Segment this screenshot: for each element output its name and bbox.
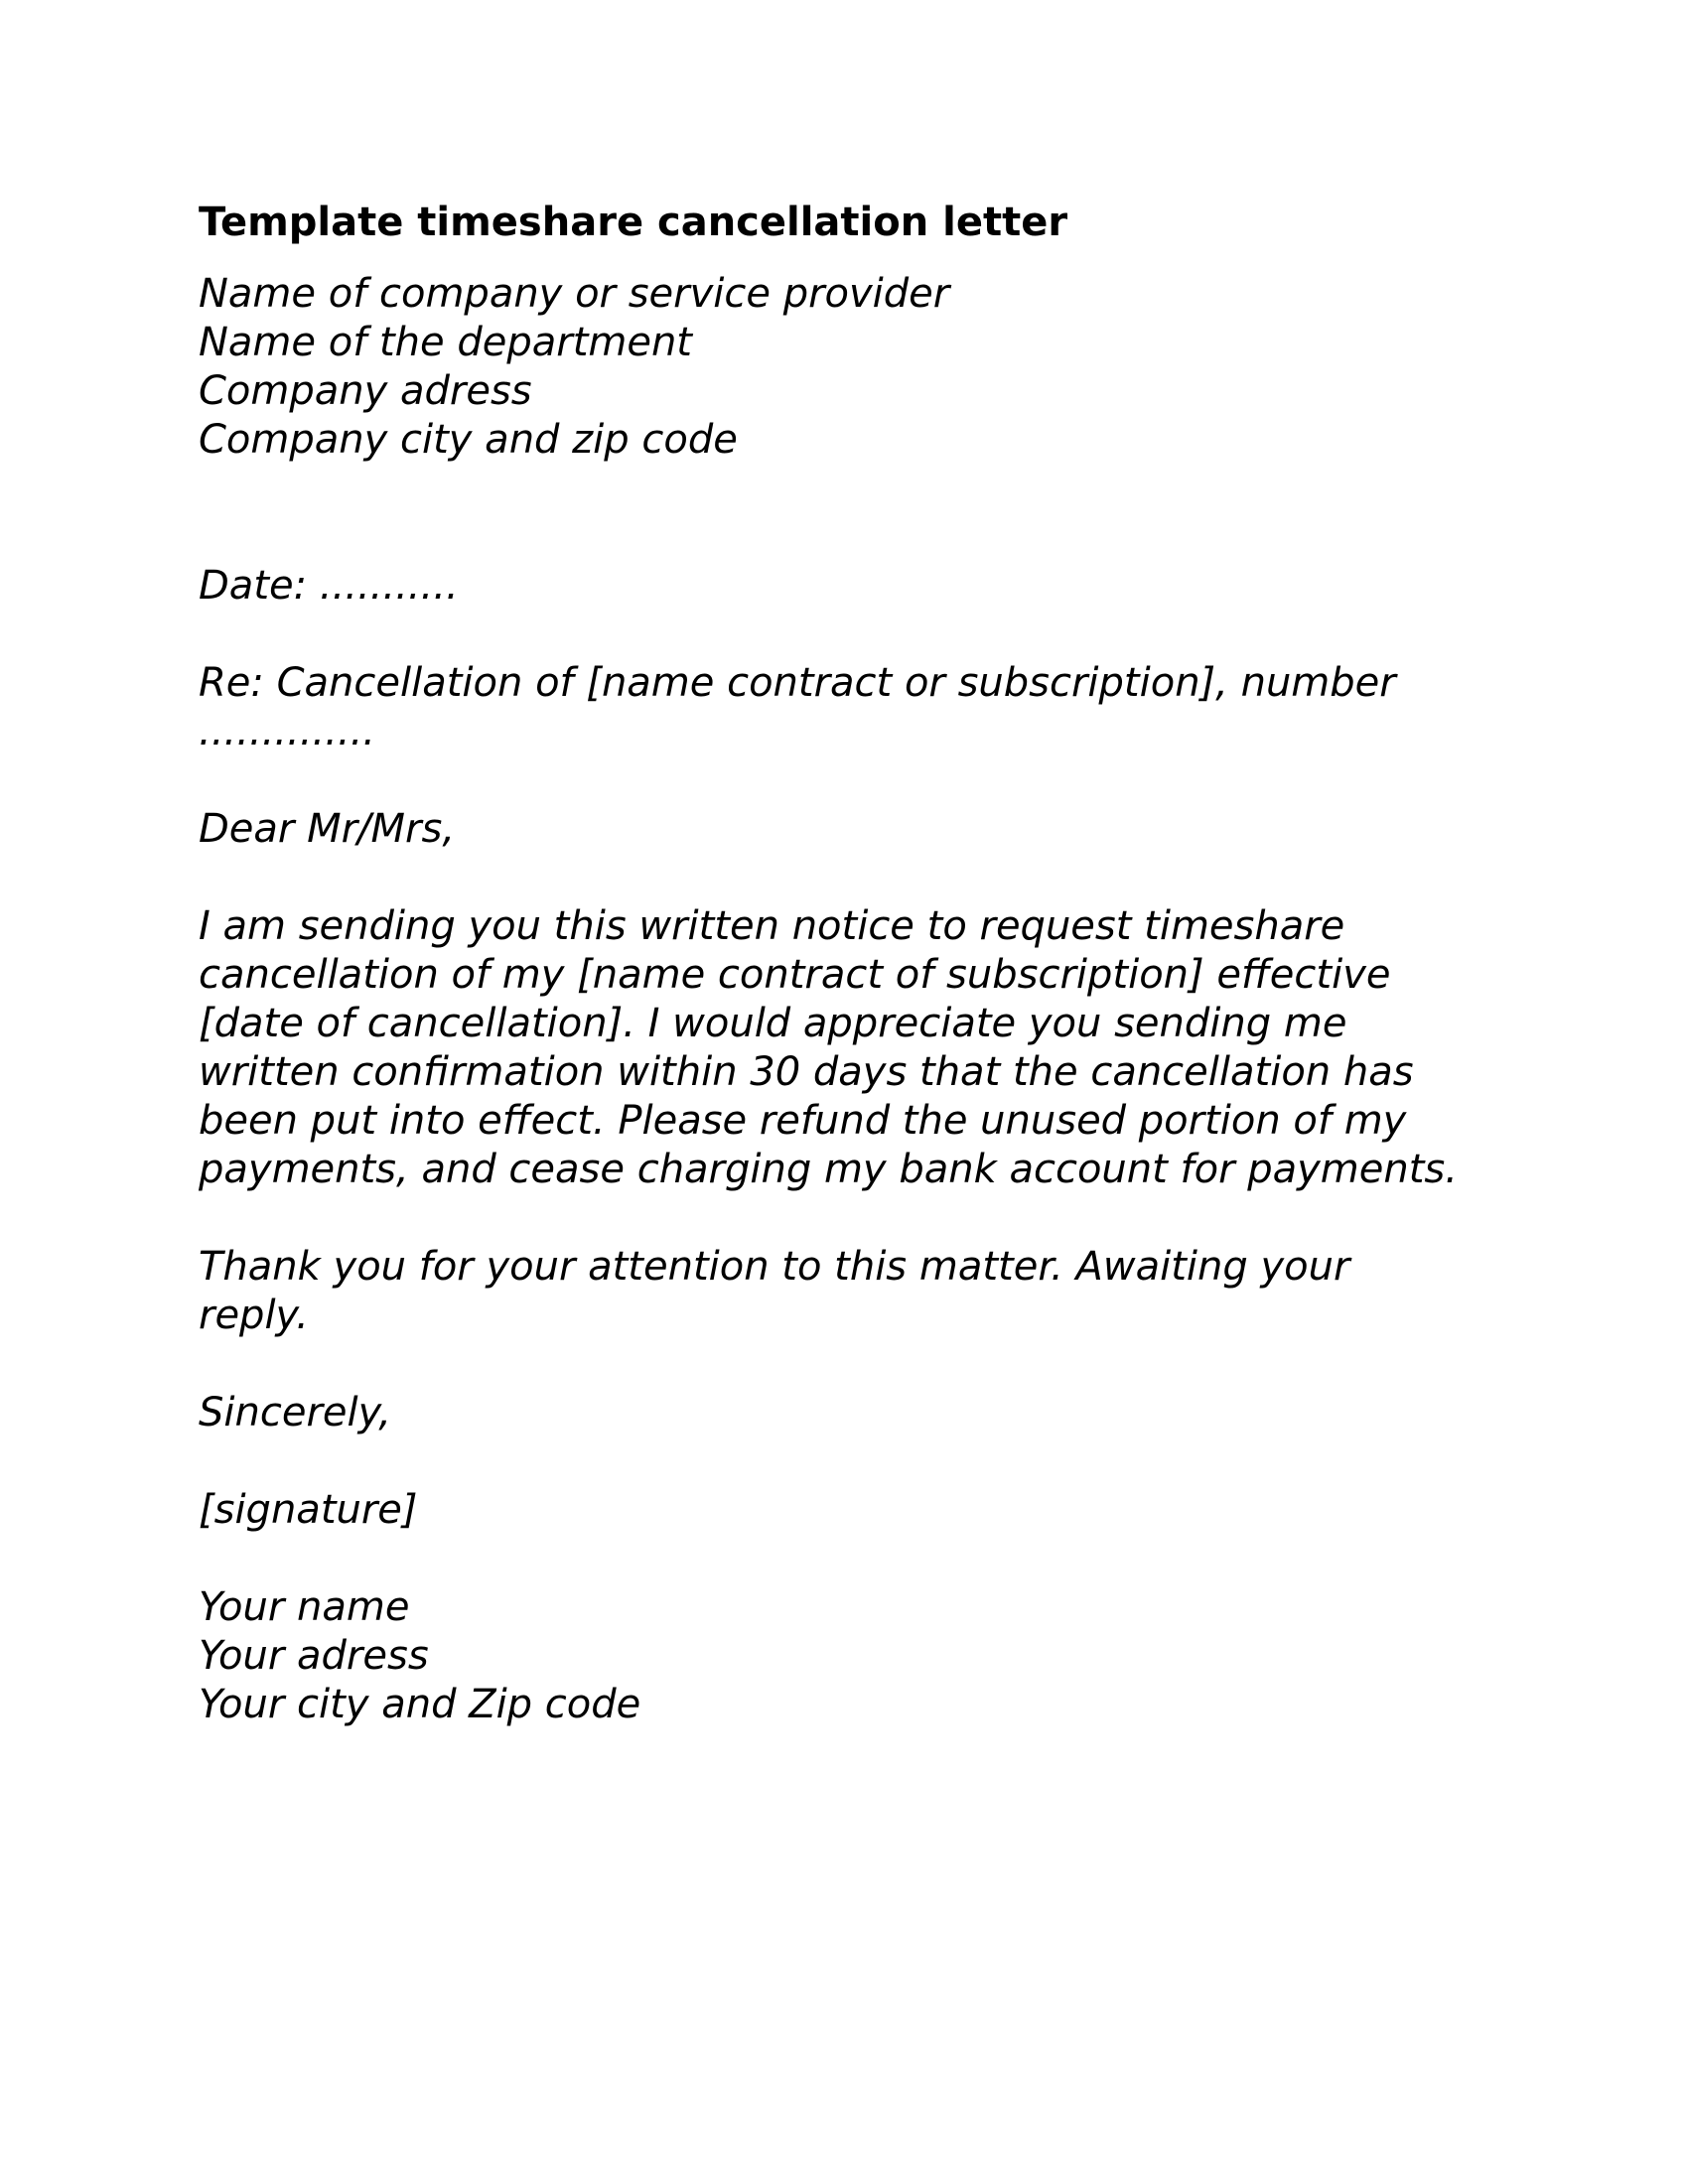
sender-address (199, 1583, 1489, 1729)
subject-number: .............. (199, 709, 376, 754)
body-line: been put into effect. Please refund the unused portion of my (199, 1098, 1407, 1144)
body-line: I am sending you this written notice to request timeshare (199, 903, 1345, 949)
date-text: Date: ........... (199, 563, 459, 609)
date-line (199, 562, 1489, 611)
body-line: [date of cancellation]. I would appreciate you sending me (199, 1001, 1347, 1046)
closing (199, 1389, 1489, 1437)
body-line: payments, and cease charging my bank account for payments. (199, 1147, 1458, 1192)
thanks-paragraph (199, 1243, 1489, 1340)
recipient-street: Company adress (199, 368, 532, 414)
subject-text: Re: Cancellation of [name contract or subscription], number (199, 660, 1396, 706)
body-paragraph (199, 902, 1489, 1194)
thanks-line: reply. (199, 1293, 309, 1338)
recipient-company: Name of company or service provider (199, 271, 950, 317)
sender-city-zip: Your city and Zip code (199, 1682, 641, 1727)
letter-title: Template timeshare cancellation letter (199, 200, 1068, 245)
recipient-city-zip: Company city and zip code (199, 417, 738, 463)
sender-street: Your adress (199, 1633, 429, 1679)
thanks-line: Thank you for your attention to this matter. Awaiting your (199, 1244, 1350, 1290)
salutation-text: Dear Mr/Mrs, (199, 806, 456, 852)
recipient-department: Name of the department (199, 320, 692, 365)
body-line: cancellation of my [name contract of subscription] effective (199, 952, 1391, 998)
sender-name: Your name (199, 1584, 410, 1630)
letter-page (199, 197, 1489, 1729)
recipient-address (199, 270, 1489, 465)
subject-line (199, 659, 1489, 756)
signature-placeholder: [signature] (199, 1487, 418, 1533)
salutation (199, 805, 1489, 854)
body-line: written confirmation within 30 days that the cancellation has (199, 1049, 1414, 1095)
closing-text: Sincerely, (199, 1390, 391, 1435)
signature (199, 1486, 1489, 1535)
